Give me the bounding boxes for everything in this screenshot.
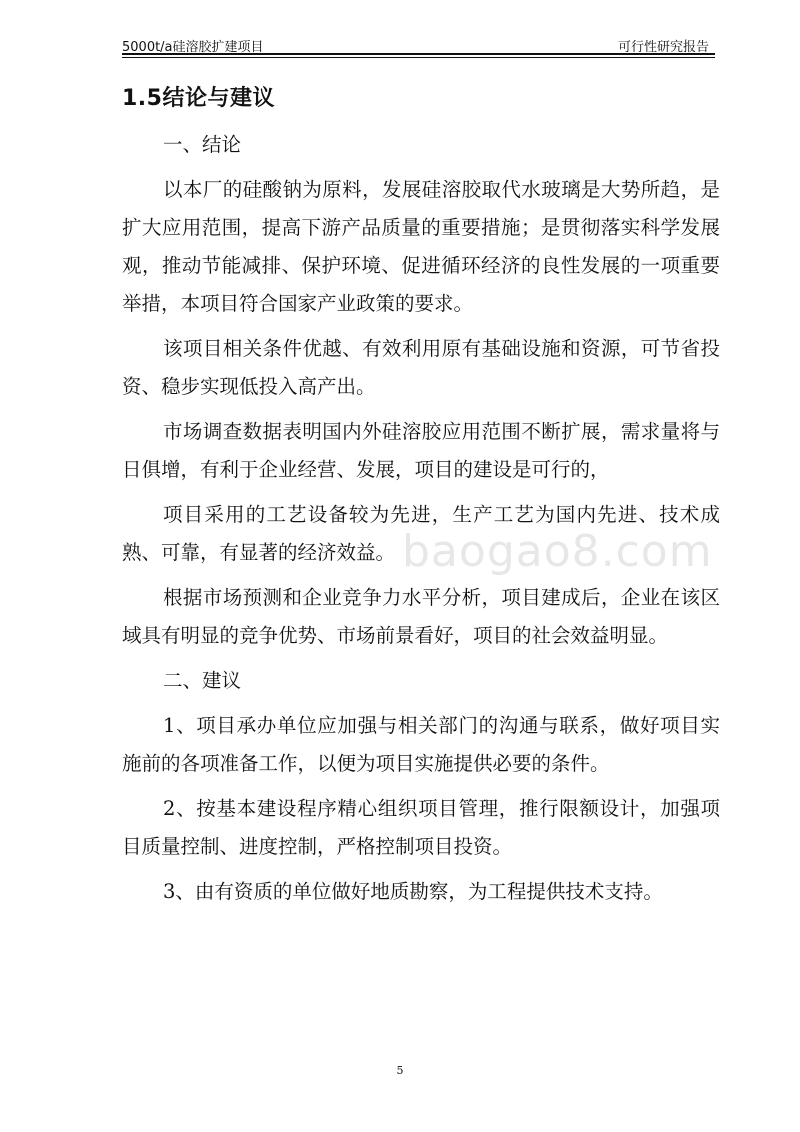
header-project-title: 5000t/a硅溶胶扩建项目 [122, 40, 264, 55]
paragraph-conclusion-5: 根据市场预测和企业竞争力水平分析，项目建成后，企业在该区域具有明显的竞争优势、市场前景看好，项目的社会效益明显。 [122, 586, 720, 647]
paragraph-suggestion-1: 1、项目承办单位应加强与相关部门的沟通与联系，做好项目实施前的各项准备工作，以便为项目实施提供必要的条件。 [122, 714, 720, 775]
subsection-conclusion-title: 一、结论 [163, 133, 242, 156]
section-heading: 1.5结论与建议 [122, 86, 275, 111]
paragraph-conclusion-3: 市场调查数据表明国内外硅溶胶应用范围不断扩展，需求量将与日俱增，有利于企业经营、发展，项目的建设是可行的， [122, 420, 720, 481]
paragraph-suggestion-3: 3、由有资质的单位做好地质勘察，为工程提供技术支持。 [163, 880, 663, 903]
header-rule-thin [122, 57, 715, 58]
page-header [122, 34, 715, 54]
paragraph-conclusion-1: 以本厂的硅酸钠为原料，发展硅溶胶取代水玻璃是大势所趋，是扩大应用范围，提高下游产品质量的重要措施；是贯彻落实科学发展观，推动节能减排、保护环境、促进循环经济的良性发展的一项重要举措，本项目符合国家产业政策的要求。 [122, 178, 720, 315]
paragraph-conclusion-4: 项目采用的工艺设备较为先进，生产工艺为国内先进、技术成熟、可靠，有显著的经济效益。 [122, 503, 720, 564]
page-number: 5 [396, 1064, 404, 1077]
paragraph-conclusion-2: 该项目相关条件优越、有效利用原有基础设施和资源，可节省投资、稳步实现低投入高产出。 [122, 337, 720, 398]
subsection-suggestion-title: 二、建议 [163, 669, 242, 692]
paragraph-suggestion-2: 2、按基本建设程序精心组织项目管理，推行限额设计，加强项目质量控制、进度控制，严格控制项目投资。 [122, 797, 720, 858]
watermark: baogao8.com [402, 526, 713, 577]
header-rule-thick [122, 53, 715, 55]
document-body [122, 126, 720, 918]
header-report-type: 可行性研究报告 [617, 40, 709, 55]
